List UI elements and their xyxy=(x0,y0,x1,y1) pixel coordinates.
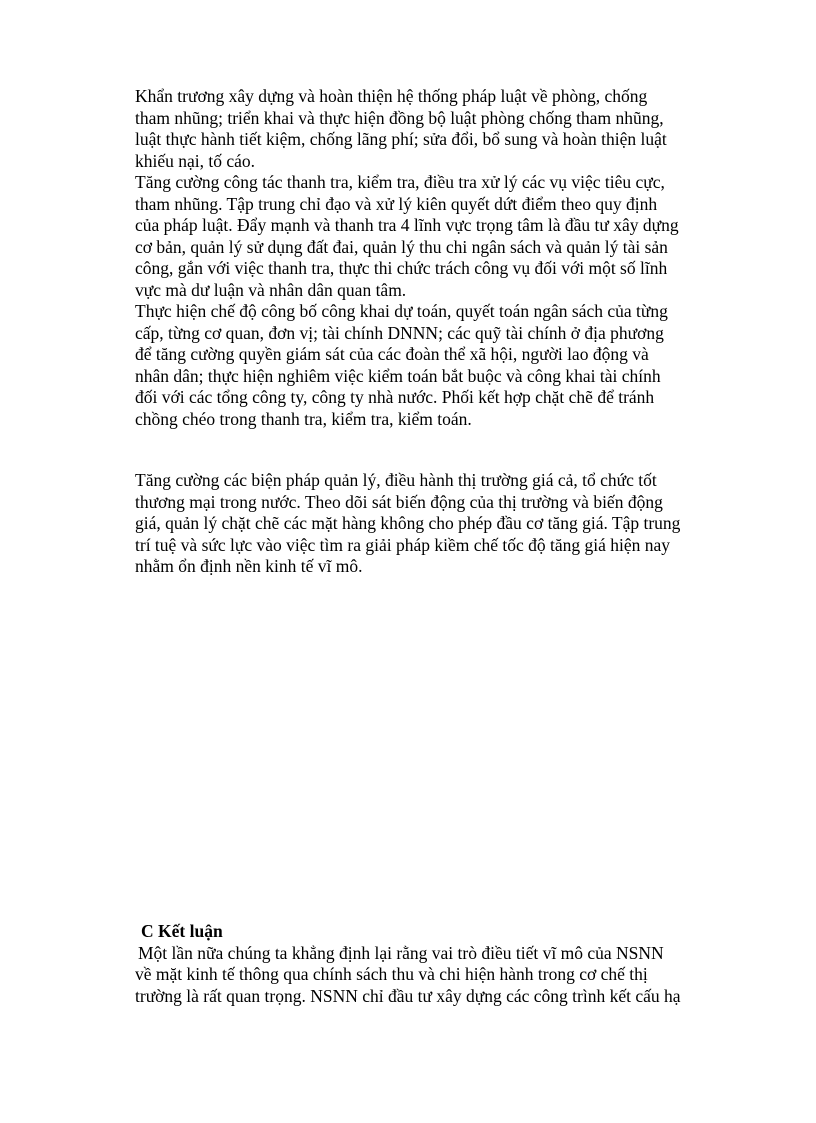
conclusion-section xyxy=(135,921,745,1007)
text-line: tham nhũng; triển khai và thực hiện đồng bộ luật phòng chống tham nhũng, xyxy=(135,107,664,128)
text-line: trường là rất quan trọng. NSNN chỉ đầu tư xây dựng các công trình kết cấu hạ xyxy=(135,985,681,1006)
text-line: vực mà dư luận và nhân dân quan tâm. xyxy=(135,279,407,300)
section-heading: C Kết luận xyxy=(141,921,223,941)
text-line: tham nhũng. Tập trung chỉ đạo và xử lý kiên quyết dứt điểm theo quy định xyxy=(135,193,658,214)
text-line: về mặt kinh tế thông qua chính sách thu và chi hiện hành trong cơ chế thị xyxy=(135,964,648,984)
text-line: Một lần nữa chúng ta khẳng định lại rằng vai trò điều tiết vĩ mô của NSNN xyxy=(138,942,664,963)
text-line: khiếu nại, tố cáo. xyxy=(135,150,256,171)
anti-corruption-section xyxy=(135,86,745,430)
paragraph-conclusion xyxy=(135,943,745,1008)
text-line: nhằm ổn định nền kinh tế vĩ mô. xyxy=(135,556,363,576)
text-line: của pháp luật. Đẩy mạnh và thanh tra 4 lĩnh vực trọng tâm là đầu tư xây dựng xyxy=(135,215,679,235)
text-line: giá, quản lý chặt chẽ các mặt hàng không cho phép đầu cơ tăng giá. Tập trung xyxy=(135,513,681,533)
text-line: trí tuệ và sức lực vào việc tìm ra giải pháp kiềm chế tốc độ tăng giá hiện nay xyxy=(135,534,671,555)
price-management-section xyxy=(135,470,745,578)
text-line: cơ bản, quản lý sử dụng đất đai, quản lý thu chi ngân sách và quản lý tài sản xyxy=(135,236,668,257)
text-line: Tăng cường các biện pháp quản lý, điều hành thị trường giá cả, tổ chức tốt xyxy=(135,470,657,490)
text-line: đối với các tổng công ty, công ty nhà nước. Phối kết hợp chặt chẽ để tránh xyxy=(135,387,655,407)
text-line: Tăng cường công tác thanh tra, kiểm tra, điều tra xử lý các vụ việc tiêu cực, xyxy=(135,172,665,192)
text-line: Thực hiện chế độ công bố công khai dự toán, quyết toán ngân sách của từng xyxy=(135,301,668,321)
text-line: cấp, từng cơ quan, đơn vị; tài chính DNNN; các quỹ tài chính ở địa phương xyxy=(135,322,664,343)
text-line: Khẩn trương xây dựng và hoàn thiện hệ thống pháp luật về phòng, chống xyxy=(135,86,648,106)
text-line: công, gắn với việc thanh tra, thực thi chức trách công vụ đối với một số lĩnh xyxy=(135,258,668,278)
text-line: thương mại trong nước. Theo dõi sát biến động của thị trường và biến động xyxy=(135,491,663,512)
paragraph-legal-framework xyxy=(135,86,745,172)
text-line: để tăng cường quyền giám sát của các đoàn thể xã hội, người lao động và xyxy=(135,344,649,364)
text-line: luật thực hành tiết kiệm, chống lãng phí; sửa đổi, bổ sung và hoàn thiện luật xyxy=(135,129,667,149)
text-line: chồng chéo trong thanh tra, kiểm tra, kiểm toán. xyxy=(135,408,472,429)
paragraph-budget-disclosure xyxy=(135,301,745,430)
paragraph-price-control xyxy=(135,470,745,578)
paragraph-inspection xyxy=(135,172,745,301)
text-line: nhân dân; thực hiện nghiêm việc kiểm toán bắt buộc và công khai tài chính xyxy=(135,365,661,386)
